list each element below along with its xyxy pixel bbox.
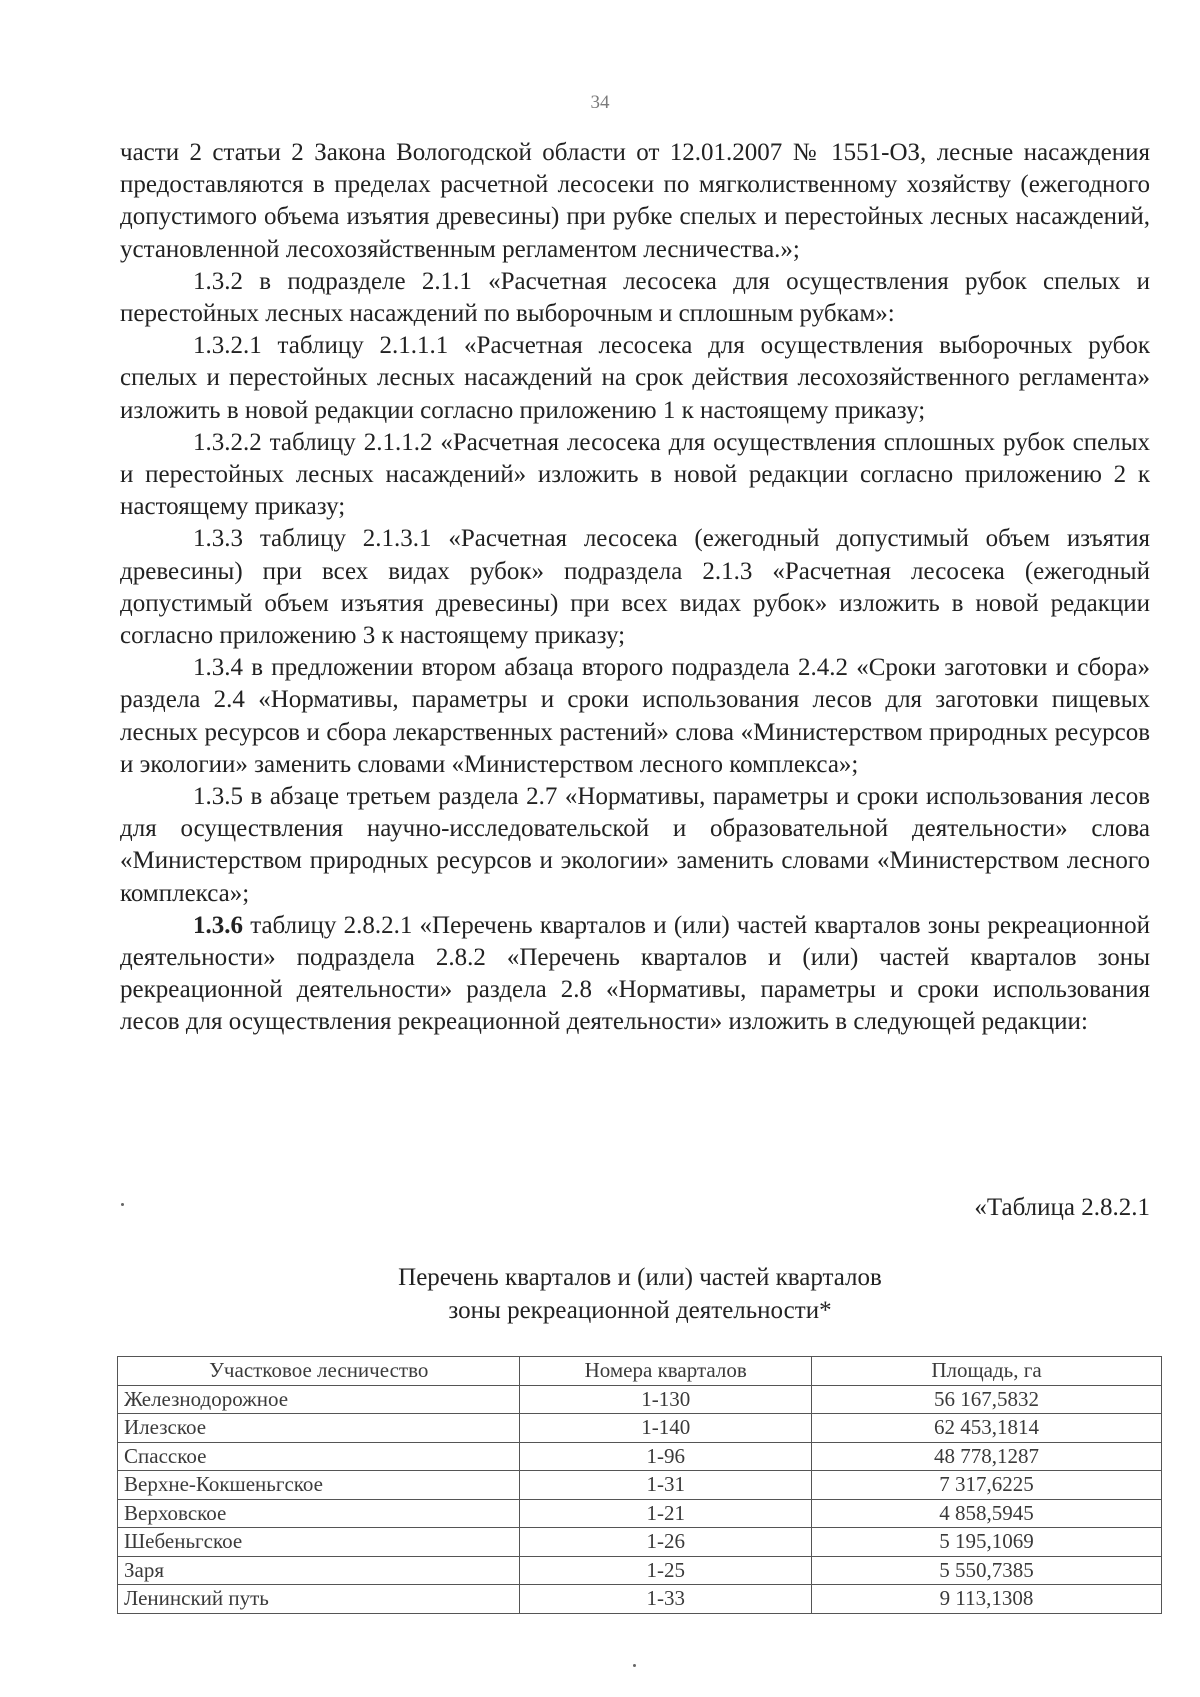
table-row — [118, 1499, 1162, 1528]
cell-area: 62 453,1814 — [812, 1414, 1162, 1443]
cell-forestry: Железнодорожное — [118, 1385, 520, 1414]
table-title — [0, 1261, 1200, 1327]
column-header: Участковое лесничество — [118, 1357, 520, 1386]
paragraph — [120, 910, 1150, 1039]
cell-quarters: 1-26 — [520, 1528, 812, 1557]
cell-quarters: 1-25 — [520, 1556, 812, 1585]
cell-quarters: 1-21 — [520, 1499, 812, 1528]
table-row — [118, 1585, 1162, 1614]
table-title-line: Перечень кварталов и (или) частей кварталов — [398, 1264, 882, 1291]
page-number: 34 — [590, 92, 610, 113]
paragraph-text: части 2 статьи 2 Закона Вологодской области от 12.01.2007 № 1551-ОЗ, лесные насаждения предоставляются в пределах расчетной лесосеки по мягколиственному хозяйству (ежегодного допустимого объема изъятия древесины) при рубке спелых и перестойных лесных насаждений, установленной лесохозяйственным регламентом лесничества.»; — [120, 139, 1150, 263]
scan-speck — [121, 1203, 124, 1206]
column-header: Номера кварталов — [520, 1357, 812, 1386]
table-row — [118, 1528, 1162, 1557]
cell-forestry: Шебеньгское — [118, 1528, 520, 1557]
table-row — [118, 1414, 1162, 1443]
table-row — [118, 1471, 1162, 1500]
cell-area: 7 317,6225 — [812, 1471, 1162, 1500]
paragraph-text: 1.3.5 в абзаце третьем раздела 2.7 «Нормативы, параметры и сроки использования лесов для осуществления научно-исследовательской и образовательной деятельности» слова «Министерством природных ресурсов и экологии» заменить словами «Министерством лесного комплекса»; — [120, 783, 1150, 907]
cell-forestry: Илезское — [118, 1414, 520, 1443]
cell-quarters: 1-33 — [520, 1585, 812, 1614]
paragraph-text: таблицу 2.8.2.1 «Перечень кварталов и (или) частей кварталов зоны рекреационной деятельности» подраздела 2.8.2 «Перечень кварталов и (или) частей кварталов зоны рекреационной деятельности» раздела 2.8 «Нормативы, параметры и сроки использования лесов для осуществления рекреационной деятельности» изложить в следующей редакции: — [120, 911, 1150, 1036]
table-header-row — [118, 1357, 1162, 1386]
scan-speck — [633, 1664, 636, 1667]
cell-area: 9 113,1308 — [812, 1585, 1162, 1614]
paragraph — [120, 523, 1150, 652]
table-row — [118, 1442, 1162, 1471]
cell-quarters: 1-31 — [520, 1471, 812, 1500]
paragraph-text: 1.3.2.2 таблицу 2.1.1.2 «Расчетная лесосека для осуществления сплошных рубок спелых и перестойных лесных насаждений» изложить в новой редакции согласно приложению 2 к настоящему приказу; — [120, 428, 1150, 521]
paragraph — [120, 266, 1150, 330]
cell-area: 5 550,7385 — [812, 1556, 1162, 1585]
cell-area: 4 858,5945 — [812, 1499, 1162, 1528]
clause-number: 1.3.6 — [193, 911, 243, 939]
cell-quarters: 1-140 — [520, 1414, 812, 1443]
cell-area: 56 167,5832 — [812, 1385, 1162, 1414]
table-row — [118, 1385, 1162, 1414]
paragraph-text: 1.3.2 в подразделе 2.1.1 «Расчетная лесосека для осуществления рубок спелых и перестойных лесных насаждений по выборочным и сплошным рубкам»: — [120, 267, 1150, 328]
paragraph — [120, 330, 1150, 427]
paragraph-text: 1.3.4 в предложении втором абзаца второго подраздела 2.4.2 «Сроки заготовки и сбора» раздела 2.4 «Нормативы, параметры и сроки использования лесов для заготовки пищевых лесных ресурсов и сбора лекарственных растений» слова «Министерством природных ресурсов и экологии» заменить словами «Министерством лесного комплекса»; — [120, 654, 1150, 778]
paragraph — [120, 137, 1150, 266]
table-title-line: зоны рекреационной деятельности* — [448, 1297, 832, 1324]
recreation-zone-table — [117, 1356, 1162, 1614]
cell-forestry: Верховское — [118, 1499, 520, 1528]
table-row — [118, 1556, 1162, 1585]
paragraph-text: 1.3.2.1 таблицу 2.1.1.1 «Расчетная лесосека для осуществления выборочных рубок спелых и перестойных лесных насаждений на срок действия лесохозяйственного регламента» изложить в новой редакции согласно приложению 1 к настоящему приказу; — [120, 332, 1150, 424]
cell-quarters: 1-130 — [520, 1385, 812, 1414]
table-label: «Таблица 2.8.2.1 — [974, 1194, 1150, 1221]
cell-forestry: Заря — [118, 1556, 520, 1585]
cell-forestry: Ленинский путь — [118, 1585, 520, 1614]
paragraph-text: 1.3.3 таблицу 2.1.3.1 «Расчетная лесосека (ежегодный допустимый объем изъятия древесины) при всех видах рубок» подраздела 2.1.3 «Расчетная лесосека (ежегодный допустимый объем изъятия древесины) при всех видах рубок» изложить в новой редакции согласно приложению 3 к настоящему приказу; — [120, 525, 1150, 650]
cell-area: 48 778,1287 — [812, 1442, 1162, 1471]
cell-forestry: Верхне-Кокшеньгское — [118, 1471, 520, 1500]
document-body — [120, 137, 1150, 1039]
cell-area: 5 195,1069 — [812, 1528, 1162, 1557]
cell-quarters: 1-96 — [520, 1442, 812, 1471]
paragraph — [120, 427, 1150, 524]
paragraph — [120, 652, 1150, 781]
paragraph — [120, 781, 1150, 910]
cell-forestry: Спасское — [118, 1442, 520, 1471]
column-header: Площадь, га — [812, 1357, 1162, 1386]
